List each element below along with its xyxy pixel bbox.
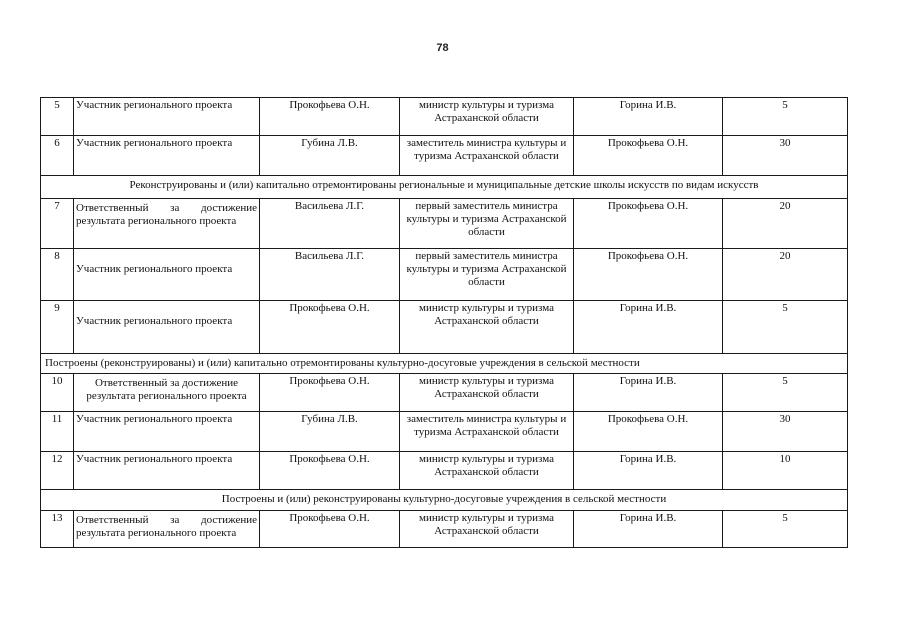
- row-percent: 30: [723, 412, 848, 452]
- row-percent: 30: [723, 136, 848, 176]
- row-number: 5: [41, 98, 74, 136]
- row-percent: 5: [723, 511, 848, 548]
- row-position: министр культуры и туризма Астраханской области: [400, 374, 574, 412]
- row-position: заместитель министра культуры и туризма Астраханской области: [400, 136, 574, 176]
- row-number: 11: [41, 412, 74, 452]
- row-name: Губина Л.В.: [260, 136, 400, 176]
- row-position: министр культуры и туризма Астраханской области: [400, 98, 574, 136]
- row-supervisor: Горина И.В.: [574, 98, 723, 136]
- row-supervisor: Прокофьева О.Н.: [574, 412, 723, 452]
- row-supervisor: Горина И.В.: [574, 374, 723, 412]
- row-name: Губина Л.В.: [260, 412, 400, 452]
- row-percent: 20: [723, 199, 848, 249]
- table-row: [41, 452, 848, 490]
- row-position: заместитель министра культуры и туризма Астраханской области: [400, 412, 574, 452]
- row-supervisor: Прокофьева О.Н.: [574, 249, 723, 301]
- row-role: Участник регионального проекта: [74, 98, 260, 136]
- table-row: [41, 136, 848, 176]
- row-supervisor: Горина И.В.: [574, 301, 723, 354]
- section-header-row: [41, 354, 848, 374]
- row-name: Прокофьева О.Н.: [260, 452, 400, 490]
- row-percent: 20: [723, 249, 848, 301]
- section-title: Построены и (или) реконструированы культурно-досуговые учреждения в сельской местности: [41, 490, 848, 511]
- table-row: [41, 374, 848, 412]
- section-title: Построены (реконструированы) и (или) капитально отремонтированы культурно-досуговые учреждения в сельской местности: [41, 354, 848, 374]
- row-number: 8: [41, 249, 74, 301]
- row-name: Васильева Л.Г.: [260, 249, 400, 301]
- table-row: [41, 511, 848, 548]
- row-role: Ответственный за достижение результата регионального проекта: [74, 511, 260, 548]
- row-role: Участник регионального проекта: [74, 301, 260, 354]
- row-name: Прокофьева О.Н.: [260, 374, 400, 412]
- table-row: [41, 249, 848, 301]
- row-number: 10: [41, 374, 74, 412]
- responsibility-table: [40, 97, 848, 548]
- row-name: Прокофьева О.Н.: [260, 301, 400, 354]
- row-number: 6: [41, 136, 74, 176]
- row-number: 9: [41, 301, 74, 354]
- row-supervisor: Прокофьева О.Н.: [574, 136, 723, 176]
- page-number: 78: [436, 42, 449, 54]
- section-title: Реконструированы и (или) капитально отремонтированы региональные и муниципальные детские школы искусств по видам искусств: [41, 176, 848, 199]
- table-row: [41, 98, 848, 136]
- table-row: [41, 199, 848, 249]
- row-position: министр культуры и туризма Астраханской области: [400, 452, 574, 490]
- row-number: 12: [41, 452, 74, 490]
- row-name: Прокофьева О.Н.: [260, 511, 400, 548]
- section-header-row: [41, 176, 848, 199]
- row-name: Прокофьева О.Н.: [260, 98, 400, 136]
- row-percent: 10: [723, 452, 848, 490]
- row-role: Участник регионального проекта: [74, 136, 260, 176]
- row-supervisor: Горина И.В.: [574, 452, 723, 490]
- row-percent: 5: [723, 301, 848, 354]
- table-row: [41, 412, 848, 452]
- row-position: первый заместитель министра культуры и туризма Астраханской области: [400, 249, 574, 301]
- row-role: Участник регионального проекта: [74, 452, 260, 490]
- row-role: Ответственный за достижение результата регионального проекта: [74, 199, 260, 249]
- section-header-row: [41, 490, 848, 511]
- row-position: министр культуры и туризма Астраханской области: [400, 511, 574, 548]
- row-role: Ответственный за достижение результата регионального проекта: [74, 374, 260, 412]
- row-role: Участник регионального проекта: [74, 412, 260, 452]
- row-supervisor: Горина И.В.: [574, 511, 723, 548]
- row-position: первый заместитель министра культуры и туризма Астраханской области: [400, 199, 574, 249]
- row-position: министр культуры и туризма Астраханской области: [400, 301, 574, 354]
- row-percent: 5: [723, 98, 848, 136]
- table-row: [41, 301, 848, 354]
- row-role: Участник регионального проекта: [74, 249, 260, 301]
- row-supervisor: Прокофьева О.Н.: [574, 199, 723, 249]
- row-name: Васильева Л.Г.: [260, 199, 400, 249]
- row-percent: 5: [723, 374, 848, 412]
- row-number: 7: [41, 199, 74, 249]
- row-number: 13: [41, 511, 74, 548]
